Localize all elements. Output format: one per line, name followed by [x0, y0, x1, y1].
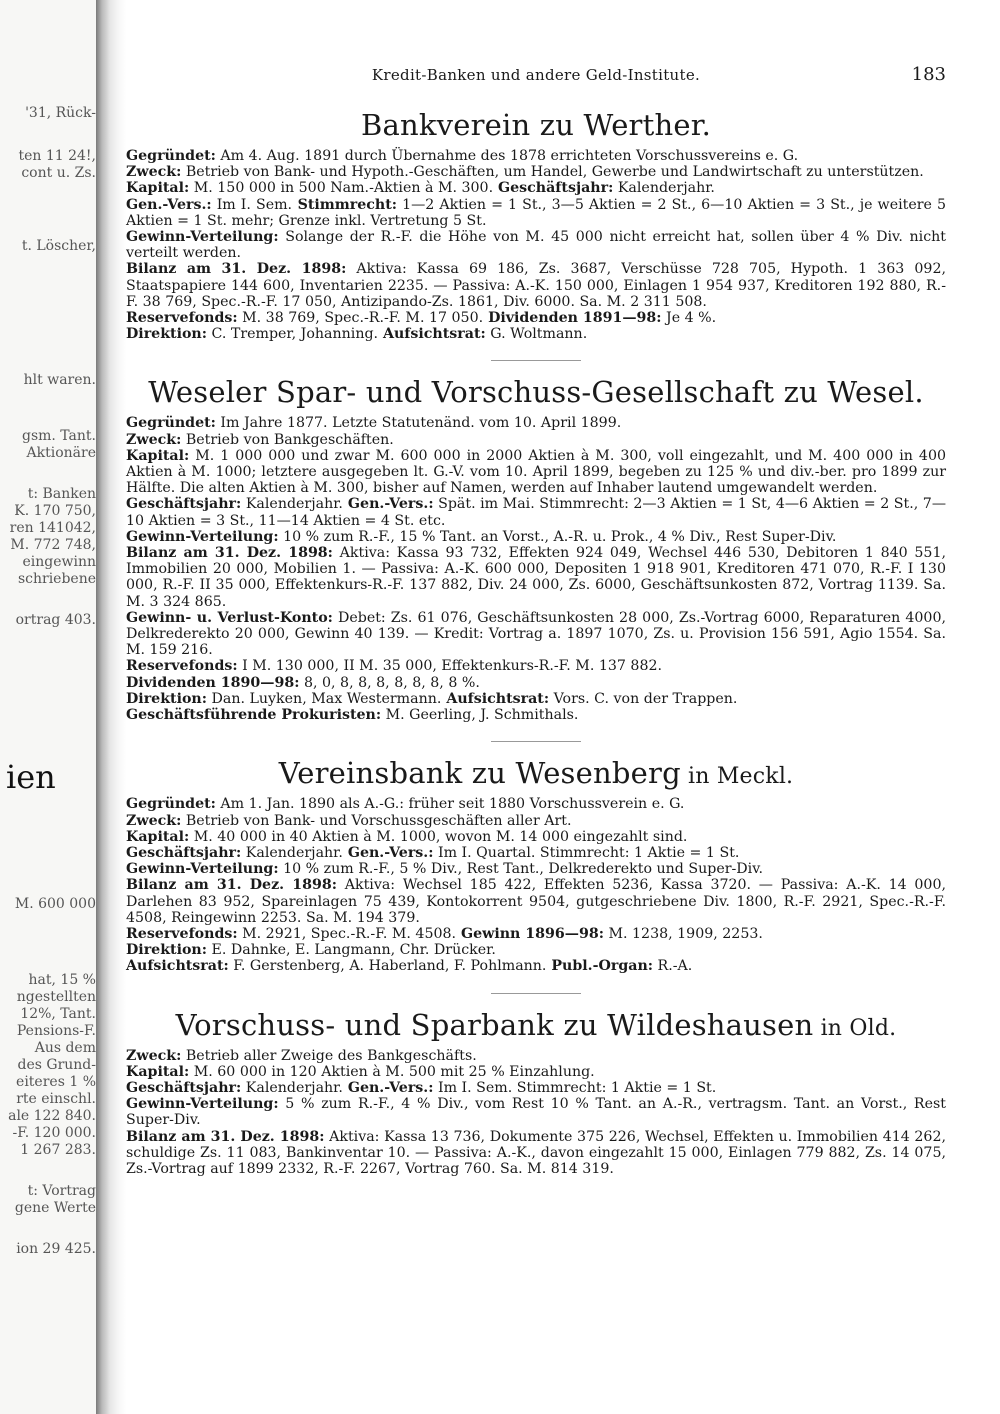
running-head [126, 60, 946, 94]
field-label: Kapital: [126, 828, 190, 845]
field-text: F. Gerstenberg, A. Haberland, F. Pohlmann. [228, 958, 547, 975]
adjacent-page-fragment: ien [6, 758, 56, 796]
field-label: Gegründet: [126, 415, 216, 432]
field-text: R.-A. [653, 958, 693, 975]
company-entry [126, 108, 946, 342]
adjacent-page-fragment: K. 170 750, [14, 503, 96, 519]
entry-paragraph [126, 432, 946, 448]
field-text: M. 60 000 in 120 Aktien à M. 500 mit 25 % Einzahlung. [189, 1063, 595, 1080]
adjacent-page-strip [0, 0, 97, 1414]
field-label: Gewinn- u. Verlust-Konto: [126, 609, 333, 626]
adjacent-page-fragment: t: Banken [27, 486, 96, 502]
field-text: Debet: Zs. 61 076, Geschäftsunkosten 28 000, Zs.-Vortrag 6000, Reparaturen 4000, Delkrederekto 20 000, Gewinn 40 139. — Kredit: Vortrag a. 1897 1070, Zs. u. Provision 156 591, Agio 1554. Sa. M. 159 216. [126, 609, 946, 659]
entry-paragraph [126, 261, 946, 310]
entry-paragraph [126, 926, 946, 942]
adjacent-page-fragment: 1 267 283. [20, 1142, 96, 1158]
field-label: Direktion: [126, 326, 207, 343]
field-label: Reservefonds: [126, 925, 238, 942]
company-name: Vereinsbank zu Wesenberg [278, 756, 681, 791]
entry-paragraph [126, 529, 946, 545]
adjacent-page-fragment: -F. 120 000. [12, 1125, 96, 1141]
field-label: Aufsichtsrat: [378, 326, 486, 343]
field-text: Im I. Sem. [211, 196, 293, 213]
field-label: Bilanz am 31. Dez. 1898: [126, 1128, 325, 1145]
company-region: in Meckl. [680, 764, 794, 790]
company-name: Weseler Spar- und Vorschuss-Gesellschaft zu Wesel. [148, 375, 924, 410]
field-label: Gen.-Vers.: [342, 1079, 434, 1096]
company-title [126, 1008, 946, 1042]
entry-paragraph [126, 415, 946, 431]
field-text: Kalenderjahr. [241, 496, 343, 513]
adjacent-page-fragment: Aus dem [34, 1040, 96, 1056]
field-label: Direktion: [126, 942, 207, 959]
field-text: E. Dahnke, E. Langmann, Chr. Drücker. [206, 942, 496, 959]
field-text: Am 4. Aug. 1891 durch Übernahme des 1878 errichteten Vorschussvereins e. G. [215, 148, 799, 164]
field-text: Aktiva: Kassa 93 732, Effekten 924 049, Wechsel 446 530, Debitoren 1 840 551, Immobilien 20 000, Mobilien 1. — Passiva: A.-K. 600 000, Depositen 1 918 901, Kreditoren 471 070, R.-F. I 130 000, R.-F. II 35 000, Effektenkurs-R.-F. 137 882, Div. 24 000, Zs. 6000, Geschäftsunkosten 872, Vortrag 1139. Sa. M. 3 324 865. [126, 545, 946, 610]
entry-paragraph [126, 691, 946, 707]
company-region: in Old. [813, 1015, 897, 1041]
field-label: Bilanz am 31. Dez. 1898: [126, 261, 347, 278]
field-text: Vors. C. von der Trappen. [549, 690, 738, 707]
adjacent-page-fragment: ngestellten [16, 989, 96, 1005]
field-text: Aktiva: Kassa 69 186, Zs. 3687, Verschüsse 728 705, Hypoth. 1 363 092, Staatspapiere 144 600, Inventarien 2235. — Passiva: A.-K. 150 000, Einlagen 1 954 937, Kreditoren 192 880, R.-F. 38 769, Spec.-R.-F. 17 050, Antizipando-Zs. 1861, Div. 6000. Sa. M. 2 311 508. [126, 261, 946, 310]
field-label: Geschäftsjahr: [126, 1079, 242, 1096]
field-text: Betrieb von Bankgeschäften. [181, 431, 394, 448]
field-text: 10 % zum R.-F., 5 % Div., Rest Tant., Delkrederekto und Super-Div. [278, 861, 764, 878]
company-title [126, 108, 946, 142]
section-divider [491, 741, 581, 742]
field-label: Gewinn-Verteilung: [126, 1096, 279, 1113]
field-text: Solange der R.-F. die Höhe von M. 45 000 nicht erreicht hat, sollen über 4 % Div. nicht verteilt werden. [126, 229, 946, 262]
entry-paragraph [126, 326, 946, 342]
field-label: Kapital: [126, 180, 190, 197]
field-text: C. Tremper, Johanning. [206, 326, 379, 343]
company-name: Bankverein zu Werther. [360, 108, 712, 142]
entry-paragraph [126, 845, 946, 861]
field-text: Kalenderjahr. [613, 180, 715, 197]
field-text: Aktiva: Kassa 13 736, Dokumente 375 226, Wechsel, Effekten u. Immobilien 414 262, schuldige Zs. 11 083, Bankinventar 10. — Passiva: A.-K., davon eingezahlt 15 000, Einlagen 779 882, Zs. 14 075, Zs.-Vortrag auf 1899 2332, R.-F. 2267, Vortrag 760. Sa. M. 814 319. [126, 1128, 946, 1177]
adjacent-page-fragment: ale 122 840. [8, 1108, 96, 1124]
field-label: Aufsichtsrat: [441, 690, 550, 707]
entry-paragraph [126, 829, 946, 845]
field-text: M. 38 769, Spec.-R.-F. M. 17 050. [237, 310, 484, 327]
field-text: 1—2 Aktien = 1 St., 3—5 Aktien = 2 St., 6—10 Aktien = 3 St., je weitere 5 Aktien = 1 St. mehr; Grenze inkl. Vertretung 5 St. [126, 196, 946, 229]
field-label: Gewinn 1896—98: [456, 925, 604, 942]
adjacent-page-fragment: M. 772 748, [10, 537, 96, 553]
entry-paragraph [126, 1048, 946, 1064]
field-text: Betrieb von Bank- und Vorschussgeschäften aller Art. [181, 812, 572, 829]
company-entry [126, 741, 946, 974]
adjacent-page-fragment: ren 141042, [9, 520, 96, 536]
company-title [126, 756, 946, 790]
adjacent-page-fragment: gene Werte [14, 1200, 96, 1216]
field-text: M. Geerling, J. Schmithals. [381, 707, 579, 724]
section-divider [491, 360, 581, 361]
entry-paragraph [126, 942, 946, 958]
adjacent-page-fragment: rte einschl. [16, 1091, 96, 1107]
adjacent-page-fragment: cont u. Zs. [21, 165, 96, 181]
entry-paragraph [126, 148, 946, 164]
field-text: G. Woltmann. [485, 326, 588, 343]
field-label: Reservefonds: [126, 658, 238, 675]
field-text: Im I. Sem. Stimmrecht: 1 Aktie = 1 St. [433, 1079, 717, 1096]
field-text: Spät. im Mai. Stimmrecht: 2—3 Aktien = 1 St, 4—6 Aktien = 2 St., 7—10 Aktien = 3 St., 11—14 Aktien = 4 St. etc. [126, 496, 947, 529]
entry-paragraph [126, 180, 946, 196]
field-label: Stimmrecht: [292, 196, 398, 213]
entry-paragraph [126, 229, 946, 261]
field-text: 10 % zum R.-F., 15 % Tant. an Vorst., A.-R. u. Prok., 4 % Div., Rest Super-Div. [278, 528, 837, 545]
entries-container [126, 108, 946, 1177]
field-text: Im I. Quartal. Stimmrecht: 1 Aktie = 1 St. [433, 844, 740, 861]
entry-paragraph [126, 496, 946, 528]
field-label: Gen.-Vers.: [126, 196, 212, 213]
field-label: Bilanz am 31. Dez. 1898: [126, 545, 333, 562]
entry-paragraph [126, 958, 946, 974]
field-label: Gewinn-Verteilung: [126, 229, 279, 246]
adjacent-page-fragment: Pensions-F. [16, 1023, 96, 1039]
adjacent-page-fragment: Aktionäre [26, 445, 96, 461]
field-label: Zweck: [126, 1047, 182, 1064]
field-label: Bilanz am 31. Dez. 1898: [126, 877, 337, 894]
running-title: Kredit-Banken und andere Geld-Institute. [371, 66, 701, 84]
entry-paragraph [126, 813, 946, 829]
entry-paragraph [126, 448, 946, 497]
field-label: Geschäftsführende Prokuristen: [126, 707, 382, 724]
field-text: M. 2921, Spec.-R.-F. M. 4508. [237, 925, 457, 942]
field-label: Gewinn-Verteilung: [126, 528, 279, 545]
entry-paragraph [126, 164, 946, 180]
field-label: Kapital: [126, 447, 190, 464]
field-label: Geschäftsjahr: [493, 180, 614, 197]
company-entry [126, 360, 946, 723]
field-label: Aufsichtsrat: [126, 958, 229, 975]
field-label: Dividenden 1891—98: [483, 310, 662, 327]
adjacent-page-fragment: des Grund- [17, 1057, 96, 1073]
field-text: Dan. Luyken, Max Westermann. [206, 690, 442, 707]
field-text: M. 1 000 000 und zwar M. 600 000 in 2000 Aktien à M. 300, voll eingezahlt, und M. 400 000 in 400 Aktien à M. 1000; letztere ausgegeben lt. G.-V. vom 10. April 1899, begeben zu 125 % und div.-ber. pro 1899 zur Hälfte. Die alten Aktien à M. 300, bisher auf Namen, werden auf Inhaber lautend umgewandelt werden. [126, 447, 946, 497]
entry-paragraph [126, 707, 946, 723]
entry-paragraph [126, 197, 946, 229]
entry-paragraph [126, 658, 946, 674]
company-entry [126, 993, 946, 1178]
field-text: 8, 0, 8, 8, 8, 8, 8, 8, 8 %. [299, 674, 480, 691]
entry-paragraph [126, 545, 946, 610]
field-text: M. 40 000 in 40 Aktien à M. 1000, wovon M. 14 000 eingezahlt sind. [189, 828, 688, 845]
page [126, 60, 946, 1177]
page-number: 183 [911, 64, 946, 85]
field-text: M. 150 000 in 500 Nam.-Aktien à M. 300. [189, 180, 494, 197]
field-label: Publ.-Organ: [546, 958, 654, 975]
field-label: Reservefonds: [126, 310, 238, 327]
adjacent-page-fragment: M. 600 000 [14, 896, 96, 912]
adjacent-page-fragment: schriebene [17, 571, 96, 587]
entry-paragraph [126, 1129, 946, 1178]
entry-paragraph [126, 610, 946, 659]
field-label: Geschäftsjahr: [126, 496, 242, 513]
adjacent-page-fragment: t. Löscher, [21, 238, 96, 254]
field-label: Gegründet: [126, 148, 216, 164]
adjacent-page-fragment: hat, 15 % [28, 972, 96, 988]
field-label: Dividenden 1890—98: [126, 674, 300, 691]
entry-paragraph [126, 877, 946, 926]
field-text: Betrieb von Bank- und Hypoth.-Geschäften, um Handel, Gewerbe und Landwirtschaft zu unterstützen. [181, 164, 924, 181]
adjacent-page-fragment: ortrag 403. [15, 612, 96, 628]
adjacent-page-fragment: eingewinn [22, 554, 96, 570]
adjacent-page-fragment: 12%, Tant. [20, 1006, 96, 1022]
field-label: Geschäftsjahr: [126, 844, 242, 861]
entry-paragraph [126, 796, 946, 812]
entry-paragraph [126, 1080, 946, 1096]
field-label: Gen.-Vers.: [342, 496, 434, 513]
section-divider [491, 993, 581, 994]
adjacent-page-fragment: '31, Rück- [25, 105, 96, 121]
field-label: Gewinn-Verteilung: [126, 861, 279, 878]
field-text: 5 % zum R.-F., 4 % Div., vom Rest 10 % Tant. an A.-R., vertragsm. Tant. an Vorst., Rest Super-Div. [126, 1096, 946, 1129]
field-label: Zweck: [126, 431, 182, 448]
entry-paragraph [126, 675, 946, 691]
company-title [126, 375, 946, 409]
entry-paragraph [126, 1096, 946, 1128]
adjacent-page-fragment: gsm. Tant. [21, 428, 96, 444]
field-text: Am 1. Jan. 1890 als A.-G.: früher seit 1880 Vorschussverein e. G. [215, 796, 685, 813]
entry-paragraph [126, 310, 946, 326]
entry-paragraph [126, 861, 946, 877]
field-label: Kapital: [126, 1063, 190, 1080]
field-text: Kalenderjahr. [241, 1079, 343, 1096]
field-text: Betrieb aller Zweige des Bankgeschäfts. [181, 1047, 477, 1064]
field-text: M. 1238, 1909, 2253. [603, 925, 763, 942]
adjacent-page-fragment: ten 11 24!, [18, 148, 96, 164]
field-label: Gen.-Vers.: [342, 844, 434, 861]
adjacent-page-fragment: ion 29 425. [16, 1241, 96, 1257]
field-text: Kalenderjahr. [241, 844, 343, 861]
field-label: Direktion: [126, 690, 207, 707]
adjacent-page-fragment: hlt waren. [23, 372, 96, 388]
adjacent-page-fragment: t: Vortrag [27, 1183, 96, 1199]
company-name: Vorschuss- und Sparbank zu Wildeshausen [175, 1007, 814, 1042]
field-label: Gegründet: [126, 796, 216, 813]
field-text: Aktiva: Wechsel 185 422, Effekten 5236, Kassa 3720. — Passiva: A.-K. 14 000, Darlehen 83 952, Spareinlagen 75 439, Kontokorrent 9504, gutgeschriebene Div. 1800, R.-F. 2921, Spec.-R.-F. 4508, Reingewinn 2253. Sa. M. 194 379. [126, 877, 946, 926]
field-text: Je 4 %. [661, 310, 717, 327]
field-label: Zweck: [126, 812, 182, 829]
field-text: I M. 130 000, II M. 35 000, Effektenkurs-R.-F. M. 137 882. [237, 658, 663, 675]
adjacent-page-fragment: eiteres 1 % [16, 1074, 96, 1090]
field-text: Im Jahre 1877. Letzte Statutenänd. vom 10. April 1899. [215, 415, 622, 432]
book-gutter [96, 0, 126, 1414]
field-label: Zweck: [126, 164, 182, 181]
entry-paragraph [126, 1064, 946, 1080]
